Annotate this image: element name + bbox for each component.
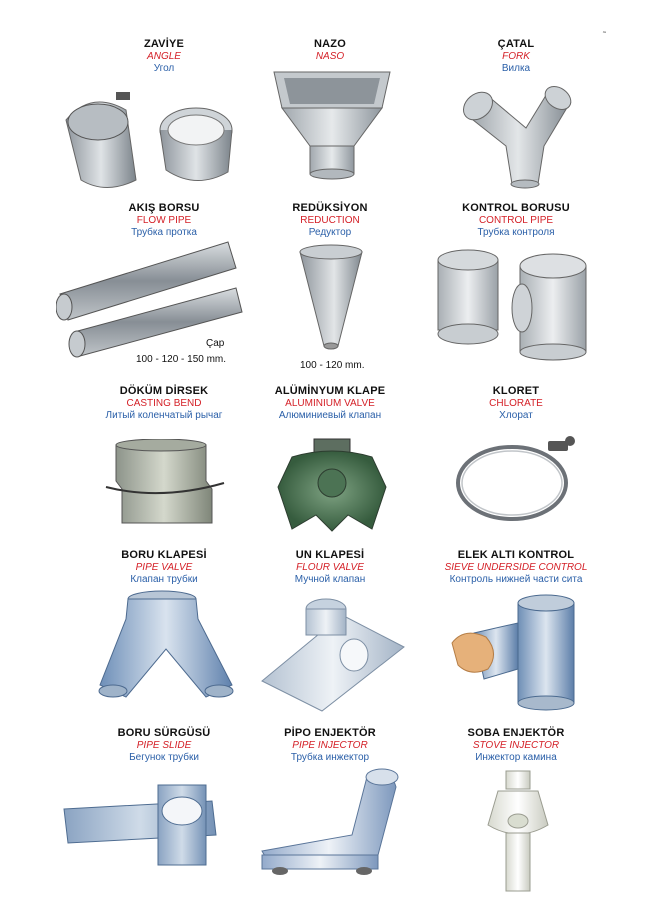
product-title-tr: ÇATAL [497,38,535,50]
product-title-tr: AKIŞ BORSU [128,202,200,214]
product-title-en: NASO [315,51,345,62]
product-title-ru: Инжектор камина [475,752,557,763]
product-title-ru: Трубка контроля [477,227,555,238]
product-title-tr: ELEK ALTI KONTROL [457,549,575,561]
product-title-ru: Литый коленчатый рычаг [105,410,223,421]
product-title-ru: Вилка [501,63,531,74]
sieve-control-image [408,593,624,715]
product-title-en: FORK [502,51,530,62]
product-title-ru: Контроль нижней части сита [449,574,583,585]
product-title-tr: KLORET [492,385,540,397]
product-title-en: PIPE INJECTOR [292,740,368,751]
product-title-tr: BORU SÜRGÜSÜ [117,727,211,739]
product-title-ru: Клапан трубки [130,574,198,585]
product-title-en: ALUMINIUM VALVE [285,398,375,409]
product-title-tr: PİPO ENJEKTÖR [284,727,376,739]
product-catal [408,38,624,210]
product-title-ru: Хлорат [499,410,533,421]
product-title-en: FLOW PIPE [136,215,192,226]
product-soba-enjektor [408,727,624,899]
product-title-ru: Мучной клапан [294,574,366,585]
chlorate-clamp-image [408,425,624,525]
product-pipo-enjektor [222,727,438,899]
corner-mark: ˜ [603,30,606,40]
product-title-en: ANGLE [147,51,181,62]
product-title-ru: Трубка инжектор [290,752,370,763]
flour-valve-image [222,595,438,715]
product-title-en: CHLORATE [489,398,543,409]
product-title-ru: Угол [153,63,175,74]
product-title-en: CASTING BEND [126,398,202,409]
product-title-ru: Трубка протка [131,227,197,238]
product-nazo [222,38,438,210]
product-title-en: PIPE VALVE [135,562,193,573]
product-title-tr: UN KLAPESİ [295,549,365,561]
reduction-sizes: 100 - 120 mm. [300,360,365,371]
product-kloret [408,385,624,557]
product-title-ru: Редуктор [308,227,352,238]
product-kontrol-borusu [408,202,624,374]
product-reduksiyon [222,202,438,374]
product-aluminyum-klape [222,385,438,557]
diameter-sizes: 100 - 120 - 150 mm. [136,354,227,365]
fork-pipe-image [408,76,624,194]
product-title-en: SIEVE UNDERSIDE CONTROL [444,562,588,573]
product-title-en: STOVE INJECTOR [472,740,560,751]
product-title-ru: Алюминиевый клапан [278,410,382,421]
product-title-tr: KONTROL BORUSU [462,202,570,214]
product-title-tr: DÖKÜM DİRSEK [119,385,209,397]
diameter-label: Çap [206,338,225,349]
naso-hopper-image [222,64,438,182]
product-elek-alti-kontrol [408,549,624,721]
product-title-tr: SOBA ENJEKTÖR [467,727,565,739]
product-title-en: PIPE SLIDE [136,740,192,751]
product-title-en: CONTROL PIPE [478,215,554,226]
product-title-tr: ZAVİYE [143,38,185,50]
product-title-tr: ALÜMİNYUM KLAPE [274,385,386,397]
product-title-en: FLOUR VALVE [296,562,364,573]
aluminium-valve-image [222,437,438,533]
pipe-injector-image [222,765,438,891]
product-un-klapesi [222,549,438,721]
product-title-tr: BORU KLAPESİ [121,549,207,561]
product-title-tr: REDÜKSİYON [292,202,368,214]
product-title-ru: Бегунок трубки [129,752,199,763]
stove-injector-image [408,769,624,895]
control-pipe-image [408,246,624,364]
product-title-tr: NAZO [314,38,346,50]
reduction-cone-image [222,242,438,360]
product-title-en: REDUCTION [300,215,360,226]
